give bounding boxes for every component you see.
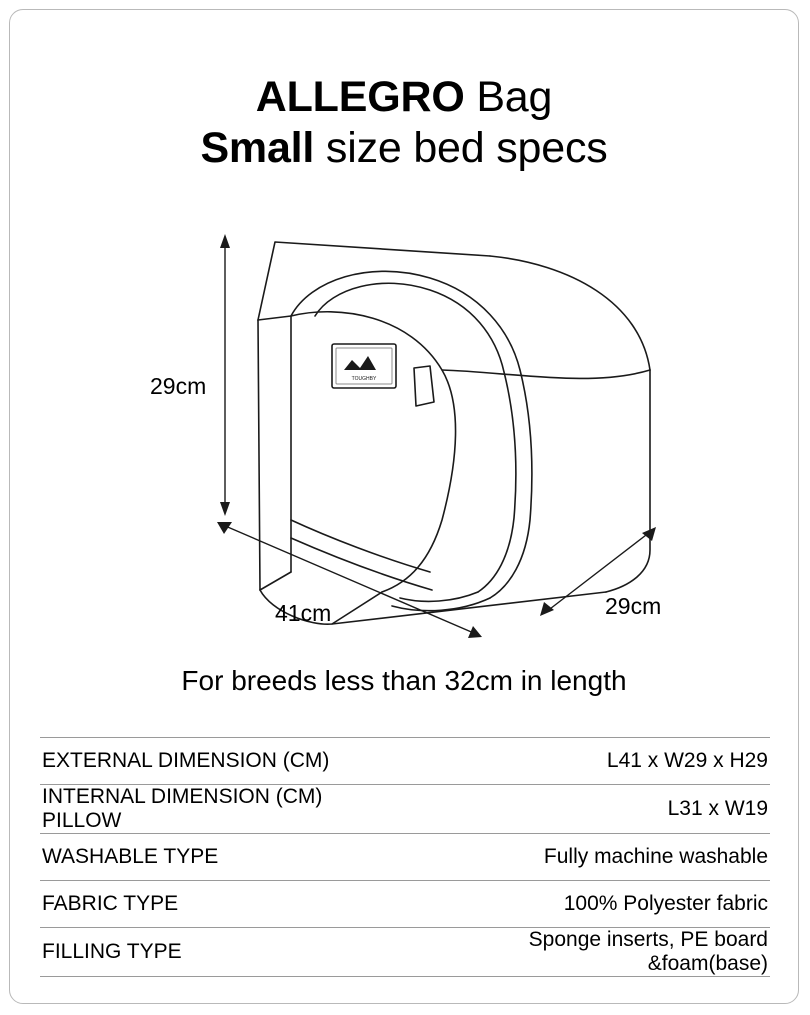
- length-dimension-label: 41cm: [275, 600, 332, 626]
- bag-illustration: [10, 220, 800, 650]
- length-dimension-arrow: [217, 522, 482, 638]
- breed-note: For breeds less than 32cm in length: [181, 665, 627, 696]
- bag-body-outline: [258, 242, 650, 624]
- spec-key: INTERNAL DIMENSION (CM) PILLOW: [40, 785, 405, 834]
- logo-label: [332, 344, 396, 388]
- depth-dimension-label: 29cm: [605, 593, 662, 619]
- bag-strap: [291, 520, 432, 590]
- strap-tab: [414, 366, 434, 406]
- height-dimension-label: 29cm: [150, 373, 207, 399]
- bag-handle: [291, 271, 532, 610]
- logo-text: TOUGHBY: [351, 376, 377, 382]
- spec-value: L31 x W19: [405, 785, 770, 834]
- table-row: [40, 928, 770, 977]
- title-brand: ALLEGRO: [255, 73, 465, 121]
- table-row: [40, 738, 770, 785]
- spec-value: Fully machine washable: [405, 834, 770, 881]
- spec-key: EXTERNAL DIMENSION (CM): [40, 738, 405, 785]
- title-product: Bag: [464, 73, 553, 121]
- spec-table-body: [40, 738, 770, 977]
- table-row: [40, 881, 770, 928]
- spec-key: FABRIC TYPE: [40, 881, 405, 928]
- spec-key: WASHABLE TYPE: [40, 834, 405, 881]
- title-subtitle: size bed specs: [314, 123, 608, 172]
- height-dimension-arrow: [220, 234, 230, 516]
- spec-card: [9, 9, 799, 1004]
- title-size: Small: [200, 123, 315, 172]
- spec-table: [40, 737, 770, 977]
- page-title: [10, 72, 798, 173]
- title-line-2: [10, 123, 798, 174]
- spec-value: L41 x W29 x H29: [405, 738, 770, 785]
- table-row: [40, 785, 770, 834]
- spec-value: 100% Polyester fabric: [405, 881, 770, 928]
- spec-key: FILLING TYPE: [40, 928, 405, 977]
- table-row: [40, 834, 770, 881]
- spec-value: Sponge inserts, PE board &foam(base): [405, 928, 770, 977]
- title-line-1: [10, 72, 798, 123]
